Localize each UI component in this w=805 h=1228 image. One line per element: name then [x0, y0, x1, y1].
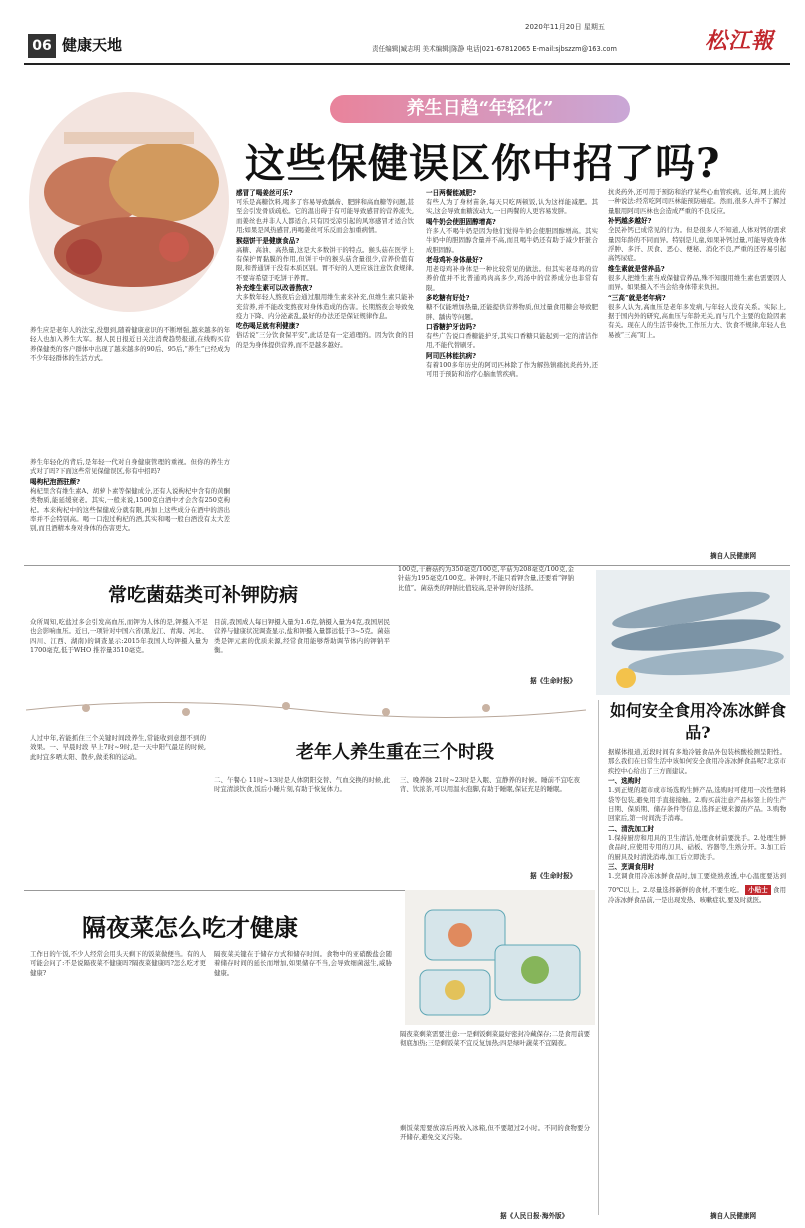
subheading: 口香糖护牙齿吗? — [426, 323, 477, 332]
article2-col1: 众所周知,吃盐过多会引发高血压,而钾为人体的是,钾摄入不足也会影响血压。近日,一项针对中国六省(黑龙江、青海、河北、四川、江西、湖南)的调查显示:2015年我国人均钾摄入量为1700毫克,低于WHO 推荐量3510毫克。 — [30, 618, 208, 655]
subheading: 猴菇饼干是健康食品? — [236, 236, 300, 245]
subheading: 多吃糖有好处? — [426, 294, 470, 303]
subheading: 喝枸杞泡酒驻颜? — [30, 477, 81, 486]
paragraph: 有些广告说口香糖能护牙,其实口香糖只能起到一定的清洁作用,不能代替刷牙。 — [426, 332, 598, 350]
subheading: 阿司匹林能抗病? — [426, 351, 477, 360]
article2-title: 常吃菌菇类可补钾防病 — [108, 584, 299, 606]
header-rule — [24, 63, 790, 65]
paragraph: 有些人为了身材苗条,每天只吃两顿饭,认为这样能减肥。其实,这会导致血糖波动大,一日两餐的人更容易发胖。 — [426, 198, 598, 216]
article1-col2 — [236, 188, 414, 558]
subheading: 小贴士 — [745, 885, 771, 895]
article4-source: 据《生命时报》 — [530, 872, 577, 880]
paragraph: 枸杞里含有维生素A、胡萝卜素等保健成分,还有人说枸杞中含有的黄酮类物质,能延缓衰老。其实,一般来说,1500克白酒中才会含有250克枸杞。本来枸杞中的这些保健成分就有限,再加上这些成分在酒中的溶出率并不会特别高。喝一口泡过枸杞的酒,其实和喝一般白酒没有太大差别,而且酒精本身对身体的伤害更大。 — [30, 486, 230, 533]
lunchbox-photo — [405, 890, 595, 1025]
paragraph: 有着100多年历史的阿司匹林除了作为解热镇痛抗炎药外,还可用于预防和治疗心脑血管疾病。 — [426, 360, 598, 379]
paragraph: 糖不仅能增加热量,还能提供营养物质,但过量食用糖会导致肥胖、龋齿等问题。 — [426, 303, 598, 321]
paragraph: 1.烹调食用冷冻冰鲜食品时,加工要烧熟煮透,中心温度要达到70℃以上。2.尽量选择新鲜的食材,不要生吃。 — [608, 872, 786, 895]
article1-col3 — [426, 188, 598, 558]
subheading: 老母鸡补身体最好? — [426, 256, 483, 265]
paragraph: 用老母鸡补身体是一种比较常见的做法。但其实老母鸡的营养价值并不比普通鸡肉高多少,鸡汤中的营养成分也非常有限。 — [426, 265, 598, 292]
article3-title: 如何安全食用冷冻冰鲜食品? — [609, 701, 786, 742]
section-name: 健康天地 — [62, 36, 123, 54]
subheading: 一、选购时 — [608, 777, 641, 786]
article2-col2: 目前,我国成人每日钾摄入量为1.6克,钠摄入量为4克,我国居民营养与健康状况调查显示,盐和钾摄入量都远低于3~5克。菌菇类是钾元素的优质来源,经常食用能够帮助调节体内的钾钠平衡。 — [214, 618, 390, 655]
paragraph: 1.保持厨房和用具的卫生清洁,处理食材前要洗手。2.处理生鲜食品时,应使用专用的刀具、砧板、容器等,生熟分开。3.加工后的厨具及时清洗消毒,加工后立即洗手。 — [608, 833, 786, 861]
paragraph: 食用冷冻冰鲜食品前,一是出现发热、咳嗽症状,要及时就医。 — [608, 886, 786, 904]
paragraph: 据媒体报道,近段时间有多地冷链食品外包装核酸检测呈阳性。那么我们在日常生活中该如何安全食用冷冻冰鲜食品呢?北京市疾控中心给出了三方面建议。 — [608, 748, 786, 775]
article1-intro — [30, 326, 230, 454]
mushroom-decoration — [26, 700, 586, 720]
subheading: 三、烹调食用时 — [608, 863, 655, 872]
article5-col2: 隔夜菜关键在于储存方式和储存时间。食物中的亚硝酸盐会随着储存时间的延长而增加,如果储存不当,会导致细菌滋生,威胁健康。 — [214, 950, 392, 977]
article5-source: 据《人民日报·海外版》 — [500, 1212, 569, 1220]
article4-col3: 三、晚养脉 21时~23时是入眠、宜静养的时候。睡前不宜吃夜宵、饮浓茶,可以用温水泡脚,有助于睡眠,保证充足的睡眠。 — [400, 776, 580, 794]
subheading: 维生素就是营养品? — [608, 264, 665, 273]
subheading: 一日两餐能减肥? — [426, 189, 477, 197]
subheading: 二、清洗加工时 — [608, 824, 655, 833]
paragraph: 抗炎药外,还可用于预防和治疗某些心血管疾病。近年,网上流传一种说法:经常吃阿司匹林能预防癌症。然而,很多人并不了解过量服用阿司匹林也会造成严重的不良反应。 — [608, 188, 786, 215]
paragraph: 1.到正规的超市或市场选购生鲜产品,选购时可使用一次性塑料袋等包装,避免用手直接接触。2.购买前注意产品标签上的生产日期、保质期、储存条件等信息,选择正规来源的产品。3.购物回家后,第一时间洗手消毒。 — [608, 786, 786, 823]
article1-title: 这些保健误区你中招了吗? — [245, 140, 721, 187]
article4-title: 老年人养生重在三个时段 — [296, 742, 494, 763]
paragraph: 高糖、高油、高热量,这是大多数饼干的特点。猴头菇在医学上有保护胃黏膜的作用,但饼干中的猴头菇含量很少,营养价值有限,和普通饼干没有本质区别。胃不好的人更应该注意饮食规律,不要寄希望于吃饼干养胃。 — [236, 245, 414, 282]
issue-date: 2020年11月20日 星期五 — [525, 23, 605, 31]
article3-source: 摘自人民健康网 — [710, 1212, 757, 1220]
newspaper-logo: 松江報 — [705, 28, 775, 54]
subheading: “三高”就是老年病? — [608, 293, 666, 302]
fish-photo — [596, 570, 790, 695]
article5-title: 隔夜菜怎么吃才健康 — [82, 913, 298, 942]
article2-col3: 100克,干蘑菇约为350毫克/100克,平菇为208毫克/100克,金针菇为195毫克/100克。补钾时,不能只看钾含量,还要看“钾钠比值”。菌菇类的钾钠比值较高,是补钾的好选择。 — [398, 565, 574, 592]
subheading: 感冒了喝姜丝可乐? — [236, 189, 293, 197]
paragraph: 养生年轻化的背后,是年轻一代对自身健康管理的重视。但你的养生方式对了吗?下面这些常见保健误区,你有中招吗? — [30, 458, 230, 476]
article5-col1: 工作日的午饭,不少人经常会用头天剩下的饭菜做便当。有的人可能会问了:不是说隔夜菜不健康吗?隔夜菜健康吗?怎么吃才更健康? — [30, 950, 206, 977]
paragraph: 可乐是高糖饮料,喝多了容易导致龋齿、肥胖和高血糖等问题,甚至会引发骨质疏松。它的温出碍于有可能导致感冒的营养流失,而姜丝也并非人人都适合,只有因受凉引起的风寒感冒才适合饮用;如果是风热感冒,再喝姜丝可乐反而会加重病情。 — [236, 198, 414, 235]
article1-source: 摘自人民健康网 — [710, 552, 757, 560]
paragraph: 很多人认为,高血压是老年多发病,与年轻人没有关系。实际上,据于国内外的研究,高血压与年龄无关,而与几个主要的危险因素有关。现在人的生活节奏快,工作压力大、饮食不规律,年轻人也易被“三高”盯上。 — [608, 302, 786, 339]
intro-text: 养生应是老年人的法宝,没想到,随着健康意识的不断增强,越来越多的年轻人也加入养生大军。据人民日报近日关注消费趋势报道,在线购买营养保健类的客户群体中出现了越来越多的90后、95后,“养生”已经成为不少年轻群体的生活方式。 — [30, 326, 230, 363]
herb-photo — [24, 72, 239, 322]
article1-col4 — [608, 188, 786, 548]
paragraph: 很多人把维生素当成保健营养品,殊不知服用维生素也需要因人而异。如果摄入不当会给身体带来负担。 — [608, 273, 786, 292]
paragraph: 大多数年轻人熬夜后会通过服用维生素来补充,但维生素只能补充营养,并不能改变熬夜对身体造成的伤害。长期熬夜会导致免疫力下降、内分泌紊乱,最好的办法还是保证规律作息。 — [236, 293, 414, 321]
column-separator — [598, 700, 599, 1215]
subheading: 补钙越多越好? — [608, 217, 652, 226]
editor-info: 责任编辑|臧志明 美术编辑|陈静 电话|021-67812065 E-mail:sjbszzm@163.com — [372, 45, 617, 53]
subheading: 补充维生素可以改善熬夜? — [236, 284, 313, 293]
subheading: 喝牛奶会使胆固醇增高? — [426, 217, 496, 226]
article1-banner: 养生日趋“年轻化” — [330, 95, 630, 123]
article4-col2: 二、午餐心 11时~13时是人体阴阳交替、气血交换的时候,此时宜清淡饮食,饭后小睡片刻,有助于恢复体力。 — [214, 776, 390, 794]
article2-source: 据《生命时报》 — [530, 677, 577, 685]
section-number: 06 — [28, 34, 56, 58]
paragraph: 俗话说“三分饮食保平安”,此话是有一定道理的。因为饮食的目的是为身体提供营养,而不是越多越好。 — [236, 331, 414, 349]
article4-col1: 人过中年,若能抓住三个关键时间段养生,常能收到意想不到的效果。一、早晨时段 早上7时~9时,是一天中阳气最足的时候,此时宜多晒太阳、散步,做柔和的运动。 — [30, 734, 206, 761]
subheading: 吃伤喝足就有利健康? — [236, 322, 300, 331]
paragraph: 许多人不喝牛奶是因为他们觉得牛奶会使胆固醇增高。其实牛奶中的胆固醇含量并不高,而且喝牛奶还有助于减少肝脏合成胆固醇。 — [426, 226, 598, 254]
article5-col3: 隔夜菜剩菜需要注意:一是剩饭剩菜最好密封冷藏保存;二是食用前要彻底加热;三是剩饭菜不宜反复加热;四是绿叶蔬菜不宜隔夜。 — [400, 1030, 590, 1048]
article3-body — [608, 748, 786, 1208]
paragraph: 全民补钙已成常见的行为。但是很多人不知道,人体对钙的需求量因年龄的不同而异。特别是儿童,如果补钙过量,可能导致身体浮肿、多汗、厌食、恶心、便秘、消化不良,严重的还容易引起高钙尿症。 — [608, 226, 786, 263]
article5-col4: 剩饭菜需要放凉后再放入冰箱,但不要超过2小时。不同的食物要分开储存,避免交叉污染。 — [400, 1124, 590, 1142]
